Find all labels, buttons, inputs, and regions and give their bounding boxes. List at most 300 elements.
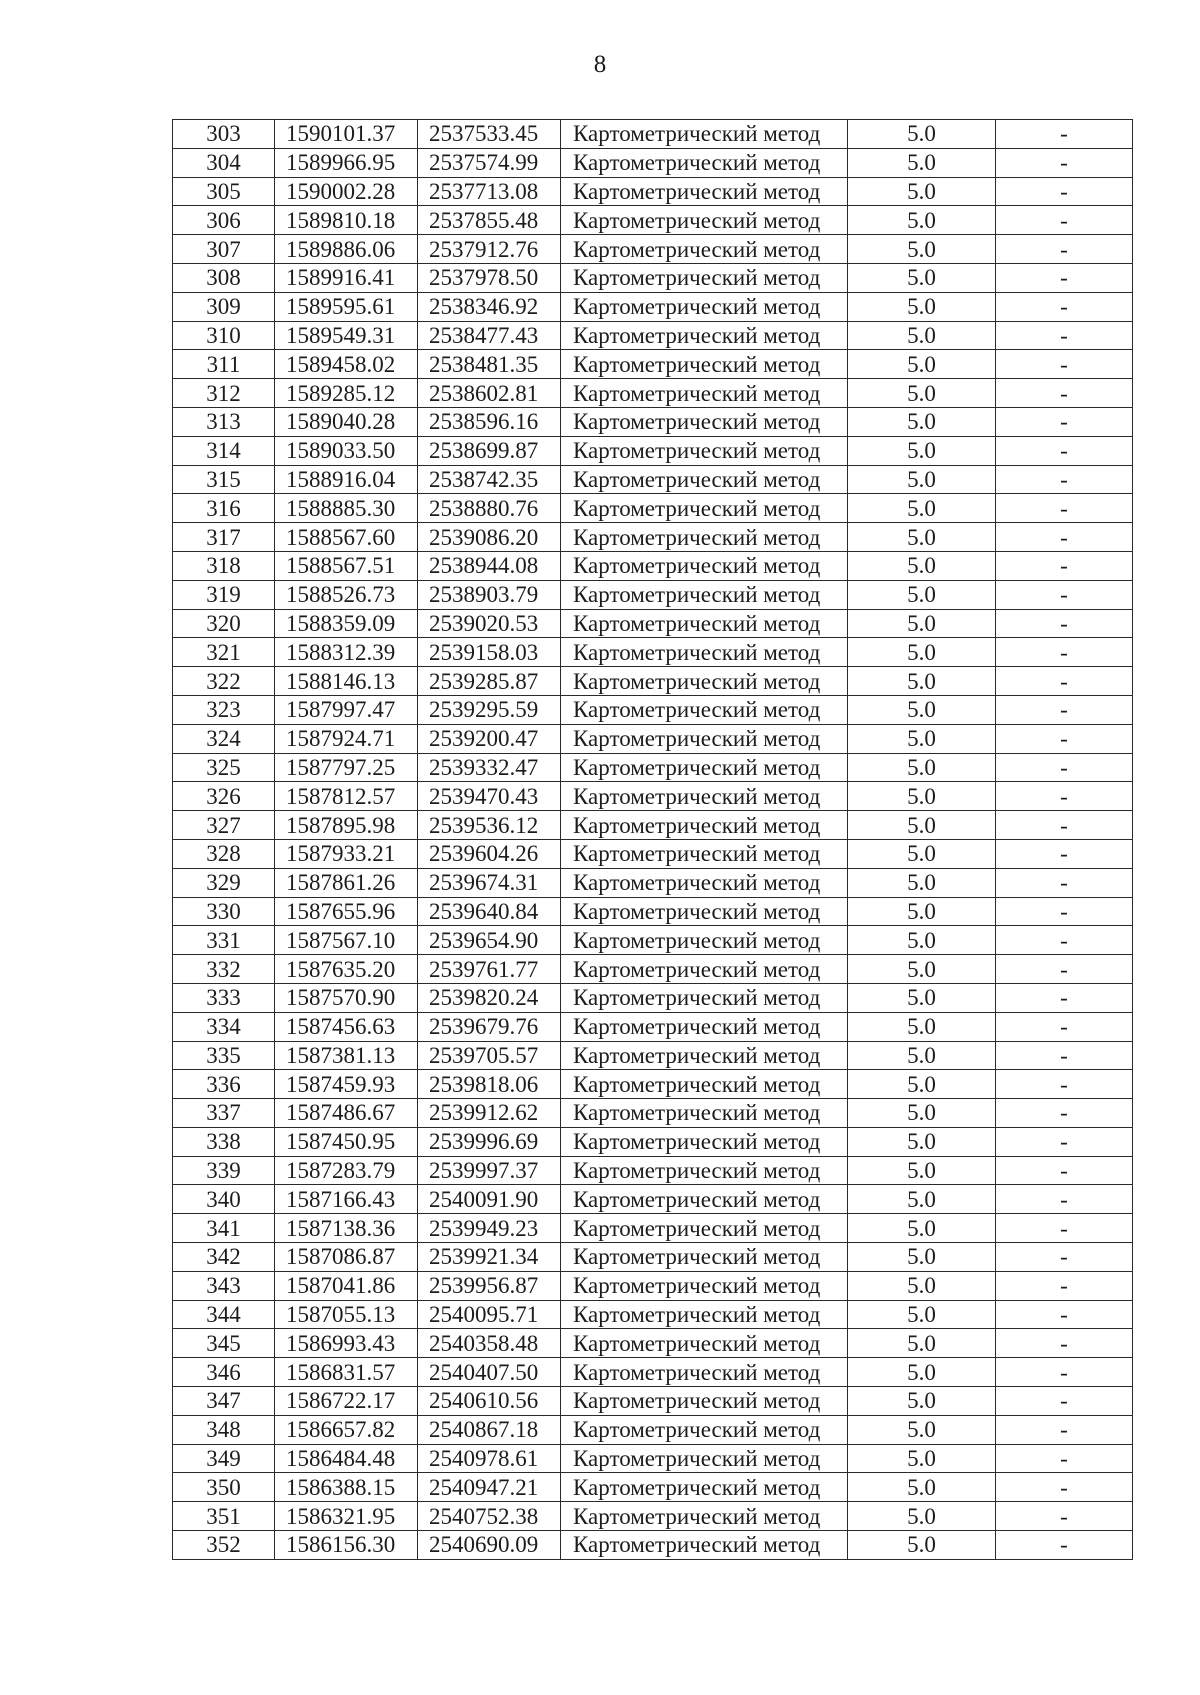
accuracy-cell: 5.0 <box>848 1214 996 1243</box>
description-cell: - <box>996 1214 1133 1243</box>
x-coordinate-cell: 1586484.48 <box>275 1444 418 1473</box>
x-coordinate-cell: 1588916.04 <box>275 465 418 494</box>
x-coordinate-cell: 1588146.13 <box>275 667 418 696</box>
point-number-cell: 311 <box>173 350 275 379</box>
accuracy-cell: 5.0 <box>848 177 996 206</box>
method-cell: Картометрический метод <box>561 292 848 321</box>
table-row <box>173 580 1133 609</box>
coordinates-table-body <box>173 120 1133 1560</box>
point-number-cell: 331 <box>173 926 275 955</box>
point-number-cell: 343 <box>173 1271 275 1300</box>
point-number-cell: 314 <box>173 436 275 465</box>
table-row <box>173 1473 1133 1502</box>
method-cell: Картометрический метод <box>561 983 848 1012</box>
description-cell: - <box>996 1185 1133 1214</box>
point-number-cell: 351 <box>173 1502 275 1531</box>
y-coordinate-cell: 2539332.47 <box>418 753 561 782</box>
x-coordinate-cell: 1587166.43 <box>275 1185 418 1214</box>
y-coordinate-cell: 2539912.62 <box>418 1099 561 1128</box>
point-number-cell: 329 <box>173 868 275 897</box>
x-coordinate-cell: 1590101.37 <box>275 120 418 149</box>
table-row <box>173 1271 1133 1300</box>
y-coordinate-cell: 2539997.37 <box>418 1156 561 1185</box>
accuracy-cell: 5.0 <box>848 1387 996 1416</box>
x-coordinate-cell: 1587812.57 <box>275 782 418 811</box>
y-coordinate-cell: 2539470.43 <box>418 782 561 811</box>
method-cell: Картометрический метод <box>561 1300 848 1329</box>
description-cell: - <box>996 263 1133 292</box>
point-number-cell: 335 <box>173 1041 275 1070</box>
description-cell: - <box>996 292 1133 321</box>
description-cell: - <box>996 1099 1133 1128</box>
table-row <box>173 1156 1133 1185</box>
x-coordinate-cell: 1589285.12 <box>275 379 418 408</box>
y-coordinate-cell: 2539761.77 <box>418 955 561 984</box>
y-coordinate-cell: 2540095.71 <box>418 1300 561 1329</box>
x-coordinate-cell: 1589886.06 <box>275 235 418 264</box>
accuracy-cell: 5.0 <box>848 1156 996 1185</box>
table-row <box>173 292 1133 321</box>
y-coordinate-cell: 2540091.90 <box>418 1185 561 1214</box>
x-coordinate-cell: 1587381.13 <box>275 1041 418 1070</box>
x-coordinate-cell: 1587055.13 <box>275 1300 418 1329</box>
point-number-cell: 306 <box>173 206 275 235</box>
table-row <box>173 667 1133 696</box>
accuracy-cell: 5.0 <box>848 1012 996 1041</box>
accuracy-cell: 5.0 <box>848 551 996 580</box>
table-row <box>173 321 1133 350</box>
method-cell: Картометрический метод <box>561 1041 848 1070</box>
x-coordinate-cell: 1589810.18 <box>275 206 418 235</box>
table-row <box>173 1329 1133 1358</box>
table-row <box>173 235 1133 264</box>
method-cell: Картометрический метод <box>561 782 848 811</box>
description-cell: - <box>996 839 1133 868</box>
table-row <box>173 1070 1133 1099</box>
description-cell: - <box>996 753 1133 782</box>
x-coordinate-cell: 1589033.50 <box>275 436 418 465</box>
x-coordinate-cell: 1587655.96 <box>275 897 418 926</box>
table-row <box>173 926 1133 955</box>
method-cell: Картометрический метод <box>561 120 848 149</box>
x-coordinate-cell: 1586388.15 <box>275 1473 418 1502</box>
method-cell: Картометрический метод <box>561 1473 848 1502</box>
accuracy-cell: 5.0 <box>848 839 996 868</box>
x-coordinate-cell: 1587567.10 <box>275 926 418 955</box>
method-cell: Картометрический метод <box>561 811 848 840</box>
x-coordinate-cell: 1589916.41 <box>275 263 418 292</box>
method-cell: Картометрический метод <box>561 1531 848 1560</box>
description-cell: - <box>996 1156 1133 1185</box>
accuracy-cell: 5.0 <box>848 1444 996 1473</box>
y-coordinate-cell: 2539956.87 <box>418 1271 561 1300</box>
point-number-cell: 316 <box>173 494 275 523</box>
x-coordinate-cell: 1589966.95 <box>275 148 418 177</box>
method-cell: Картометрический метод <box>561 465 848 494</box>
description-cell: - <box>996 177 1133 206</box>
table-row <box>173 1531 1133 1560</box>
coordinates-table <box>172 119 1133 1560</box>
point-number-cell: 318 <box>173 551 275 580</box>
method-cell: Картометрический метод <box>561 1070 848 1099</box>
accuracy-cell: 5.0 <box>848 465 996 494</box>
method-cell: Картометрический метод <box>561 523 848 552</box>
method-cell: Картометрический метод <box>561 1012 848 1041</box>
method-cell: Картометрический метод <box>561 1185 848 1214</box>
method-cell: Картометрический метод <box>561 350 848 379</box>
accuracy-cell: 5.0 <box>848 148 996 177</box>
y-coordinate-cell: 2539818.06 <box>418 1070 561 1099</box>
point-number-cell: 349 <box>173 1444 275 1473</box>
accuracy-cell: 5.0 <box>848 638 996 667</box>
x-coordinate-cell: 1587933.21 <box>275 839 418 868</box>
y-coordinate-cell: 2539536.12 <box>418 811 561 840</box>
point-number-cell: 352 <box>173 1531 275 1560</box>
table-row <box>173 868 1133 897</box>
point-number-cell: 333 <box>173 983 275 1012</box>
point-number-cell: 305 <box>173 177 275 206</box>
method-cell: Картометрический метод <box>561 551 848 580</box>
table-row <box>173 955 1133 984</box>
y-coordinate-cell: 2537912.76 <box>418 235 561 264</box>
method-cell: Картометрический метод <box>561 1415 848 1444</box>
table-row <box>173 695 1133 724</box>
accuracy-cell: 5.0 <box>848 494 996 523</box>
table-row <box>173 839 1133 868</box>
x-coordinate-cell: 1587797.25 <box>275 753 418 782</box>
point-number-cell: 324 <box>173 724 275 753</box>
point-number-cell: 337 <box>173 1099 275 1128</box>
description-cell: - <box>996 148 1133 177</box>
method-cell: Картометрический метод <box>561 407 848 436</box>
y-coordinate-cell: 2537533.45 <box>418 120 561 149</box>
table-row <box>173 1041 1133 1070</box>
description-cell: - <box>996 1358 1133 1387</box>
description-cell: - <box>996 1041 1133 1070</box>
description-cell: - <box>996 580 1133 609</box>
point-number-cell: 334 <box>173 1012 275 1041</box>
method-cell: Картометрический метод <box>561 868 848 897</box>
method-cell: Картометрический метод <box>561 321 848 350</box>
point-number-cell: 347 <box>173 1387 275 1416</box>
accuracy-cell: 5.0 <box>848 1300 996 1329</box>
accuracy-cell: 5.0 <box>848 292 996 321</box>
point-number-cell: 309 <box>173 292 275 321</box>
y-coordinate-cell: 2539285.87 <box>418 667 561 696</box>
point-number-cell: 308 <box>173 263 275 292</box>
accuracy-cell: 5.0 <box>848 782 996 811</box>
table-row <box>173 120 1133 149</box>
method-cell: Картометрический метод <box>561 1214 848 1243</box>
y-coordinate-cell: 2538602.81 <box>418 379 561 408</box>
method-cell: Картометрический метод <box>561 1329 848 1358</box>
table-row <box>173 782 1133 811</box>
accuracy-cell: 5.0 <box>848 321 996 350</box>
method-cell: Картометрический метод <box>561 177 848 206</box>
description-cell: - <box>996 811 1133 840</box>
y-coordinate-cell: 2539679.76 <box>418 1012 561 1041</box>
method-cell: Картометрический метод <box>561 235 848 264</box>
method-cell: Картометрический метод <box>561 926 848 955</box>
x-coordinate-cell: 1588359.09 <box>275 609 418 638</box>
y-coordinate-cell: 2539921.34 <box>418 1243 561 1272</box>
accuracy-cell: 5.0 <box>848 1185 996 1214</box>
y-coordinate-cell: 2540867.18 <box>418 1415 561 1444</box>
x-coordinate-cell: 1589040.28 <box>275 407 418 436</box>
point-number-cell: 304 <box>173 148 275 177</box>
description-cell: - <box>996 1531 1133 1560</box>
accuracy-cell: 5.0 <box>848 407 996 436</box>
description-cell: - <box>996 1502 1133 1531</box>
y-coordinate-cell: 2539949.23 <box>418 1214 561 1243</box>
method-cell: Картометрический метод <box>561 206 848 235</box>
accuracy-cell: 5.0 <box>848 436 996 465</box>
x-coordinate-cell: 1586831.57 <box>275 1358 418 1387</box>
y-coordinate-cell: 2538699.87 <box>418 436 561 465</box>
method-cell: Картометрический метод <box>561 1243 848 1272</box>
point-number-cell: 320 <box>173 609 275 638</box>
description-cell: - <box>996 1415 1133 1444</box>
accuracy-cell: 5.0 <box>848 955 996 984</box>
y-coordinate-cell: 2539604.26 <box>418 839 561 868</box>
y-coordinate-cell: 2539705.57 <box>418 1041 561 1070</box>
accuracy-cell: 5.0 <box>848 1271 996 1300</box>
description-cell: - <box>996 667 1133 696</box>
method-cell: Картометрический метод <box>561 667 848 696</box>
method-cell: Картометрический метод <box>561 1271 848 1300</box>
accuracy-cell: 5.0 <box>848 926 996 955</box>
x-coordinate-cell: 1588567.60 <box>275 523 418 552</box>
table-row <box>173 263 1133 292</box>
point-number-cell: 338 <box>173 1127 275 1156</box>
y-coordinate-cell: 2539674.31 <box>418 868 561 897</box>
y-coordinate-cell: 2540358.48 <box>418 1329 561 1358</box>
table-row <box>173 897 1133 926</box>
method-cell: Картометрический метод <box>561 263 848 292</box>
method-cell: Картометрический метод <box>561 724 848 753</box>
x-coordinate-cell: 1587486.67 <box>275 1099 418 1128</box>
accuracy-cell: 5.0 <box>848 753 996 782</box>
method-cell: Картометрический метод <box>561 494 848 523</box>
description-cell: - <box>996 551 1133 580</box>
method-cell: Картометрический метод <box>561 753 848 782</box>
method-cell: Картометрический метод <box>561 609 848 638</box>
point-number-cell: 327 <box>173 811 275 840</box>
description-cell: - <box>996 983 1133 1012</box>
table-row <box>173 494 1133 523</box>
point-number-cell: 325 <box>173 753 275 782</box>
point-number-cell: 323 <box>173 695 275 724</box>
x-coordinate-cell: 1587570.90 <box>275 983 418 1012</box>
description-cell: - <box>996 868 1133 897</box>
y-coordinate-cell: 2539996.69 <box>418 1127 561 1156</box>
table-row <box>173 177 1133 206</box>
method-cell: Картометрический метод <box>561 955 848 984</box>
x-coordinate-cell: 1587086.87 <box>275 1243 418 1272</box>
table-row <box>173 1214 1133 1243</box>
y-coordinate-cell: 2539654.90 <box>418 926 561 955</box>
x-coordinate-cell: 1588885.30 <box>275 494 418 523</box>
point-number-cell: 340 <box>173 1185 275 1214</box>
x-coordinate-cell: 1587041.86 <box>275 1271 418 1300</box>
point-number-cell: 330 <box>173 897 275 926</box>
page-number: 8 <box>593 51 607 78</box>
description-cell: - <box>996 695 1133 724</box>
accuracy-cell: 5.0 <box>848 897 996 926</box>
point-number-cell: 315 <box>173 465 275 494</box>
y-coordinate-cell: 2538880.76 <box>418 494 561 523</box>
x-coordinate-cell: 1587895.98 <box>275 811 418 840</box>
table-row <box>173 1099 1133 1128</box>
x-coordinate-cell: 1586993.43 <box>275 1329 418 1358</box>
table-row <box>173 551 1133 580</box>
accuracy-cell: 5.0 <box>848 523 996 552</box>
x-coordinate-cell: 1587456.63 <box>275 1012 418 1041</box>
accuracy-cell: 5.0 <box>848 350 996 379</box>
y-coordinate-cell: 2538903.79 <box>418 580 561 609</box>
point-number-cell: 342 <box>173 1243 275 1272</box>
x-coordinate-cell: 1587997.47 <box>275 695 418 724</box>
accuracy-cell: 5.0 <box>848 1415 996 1444</box>
table-row <box>173 206 1133 235</box>
table-row <box>173 1358 1133 1387</box>
description-cell: - <box>996 926 1133 955</box>
y-coordinate-cell: 2538742.35 <box>418 465 561 494</box>
table-row <box>173 379 1133 408</box>
accuracy-cell: 5.0 <box>848 1127 996 1156</box>
description-cell: - <box>996 1387 1133 1416</box>
description-cell: - <box>996 494 1133 523</box>
accuracy-cell: 5.0 <box>848 1358 996 1387</box>
x-coordinate-cell: 1587861.26 <box>275 868 418 897</box>
description-cell: - <box>996 1329 1133 1358</box>
description-cell: - <box>996 1271 1133 1300</box>
method-cell: Картометрический метод <box>561 148 848 177</box>
description-cell: - <box>996 523 1133 552</box>
y-coordinate-cell: 2537855.48 <box>418 206 561 235</box>
description-cell: - <box>996 235 1133 264</box>
x-coordinate-cell: 1589458.02 <box>275 350 418 379</box>
description-cell: - <box>996 350 1133 379</box>
method-cell: Картометрический метод <box>561 580 848 609</box>
point-number-cell: 339 <box>173 1156 275 1185</box>
point-number-cell: 332 <box>173 955 275 984</box>
accuracy-cell: 5.0 <box>848 580 996 609</box>
point-number-cell: 348 <box>173 1415 275 1444</box>
table-row <box>173 724 1133 753</box>
point-number-cell: 350 <box>173 1473 275 1502</box>
point-number-cell: 310 <box>173 321 275 350</box>
description-cell: - <box>996 407 1133 436</box>
method-cell: Картометрический метод <box>561 1444 848 1473</box>
description-cell: - <box>996 609 1133 638</box>
method-cell: Картометрический метод <box>561 839 848 868</box>
description-cell: - <box>996 638 1133 667</box>
accuracy-cell: 5.0 <box>848 1099 996 1128</box>
y-coordinate-cell: 2539200.47 <box>418 724 561 753</box>
accuracy-cell: 5.0 <box>848 263 996 292</box>
x-coordinate-cell: 1589549.31 <box>275 321 418 350</box>
accuracy-cell: 5.0 <box>848 667 996 696</box>
method-cell: Картометрический метод <box>561 695 848 724</box>
accuracy-cell: 5.0 <box>848 1070 996 1099</box>
method-cell: Картометрический метод <box>561 1127 848 1156</box>
point-number-cell: 303 <box>173 120 275 149</box>
description-cell: - <box>996 206 1133 235</box>
y-coordinate-cell: 2539020.53 <box>418 609 561 638</box>
accuracy-cell: 5.0 <box>848 1502 996 1531</box>
description-cell: - <box>996 465 1133 494</box>
description-cell: - <box>996 321 1133 350</box>
x-coordinate-cell: 1589595.61 <box>275 292 418 321</box>
x-coordinate-cell: 1586321.95 <box>275 1502 418 1531</box>
point-number-cell: 346 <box>173 1358 275 1387</box>
point-number-cell: 307 <box>173 235 275 264</box>
x-coordinate-cell: 1588567.51 <box>275 551 418 580</box>
y-coordinate-cell: 2540610.56 <box>418 1387 561 1416</box>
table-row <box>173 1185 1133 1214</box>
x-coordinate-cell: 1586156.30 <box>275 1531 418 1560</box>
method-cell: Картометрический метод <box>561 897 848 926</box>
y-coordinate-cell: 2538346.92 <box>418 292 561 321</box>
method-cell: Картометрический метод <box>561 1502 848 1531</box>
table-row <box>173 983 1133 1012</box>
y-coordinate-cell: 2539820.24 <box>418 983 561 1012</box>
table-row <box>173 350 1133 379</box>
y-coordinate-cell: 2539640.84 <box>418 897 561 926</box>
table-row <box>173 753 1133 782</box>
point-number-cell: 328 <box>173 839 275 868</box>
table-row <box>173 1387 1133 1416</box>
x-coordinate-cell: 1586722.17 <box>275 1387 418 1416</box>
method-cell: Картометрический метод <box>561 638 848 667</box>
point-number-cell: 322 <box>173 667 275 696</box>
table-row <box>173 436 1133 465</box>
y-coordinate-cell: 2539295.59 <box>418 695 561 724</box>
x-coordinate-cell: 1586657.82 <box>275 1415 418 1444</box>
description-cell: - <box>996 782 1133 811</box>
x-coordinate-cell: 1587450.95 <box>275 1127 418 1156</box>
method-cell: Картометрический метод <box>561 1156 848 1185</box>
method-cell: Картометрический метод <box>561 436 848 465</box>
description-cell: - <box>996 1127 1133 1156</box>
table-row <box>173 609 1133 638</box>
table-row <box>173 638 1133 667</box>
method-cell: Картометрический метод <box>561 379 848 408</box>
accuracy-cell: 5.0 <box>848 1473 996 1502</box>
description-cell: - <box>996 1444 1133 1473</box>
y-coordinate-cell: 2538477.43 <box>418 321 561 350</box>
table-row <box>173 523 1133 552</box>
method-cell: Картометрический метод <box>561 1387 848 1416</box>
description-cell: - <box>996 1243 1133 1272</box>
y-coordinate-cell: 2538481.35 <box>418 350 561 379</box>
y-coordinate-cell: 2540978.61 <box>418 1444 561 1473</box>
point-number-cell: 344 <box>173 1300 275 1329</box>
table-row <box>173 1444 1133 1473</box>
table-row <box>173 1012 1133 1041</box>
table-row <box>173 811 1133 840</box>
table-row <box>173 1243 1133 1272</box>
y-coordinate-cell: 2537978.50 <box>418 263 561 292</box>
accuracy-cell: 5.0 <box>848 609 996 638</box>
y-coordinate-cell: 2540690.09 <box>418 1531 561 1560</box>
point-number-cell: 312 <box>173 379 275 408</box>
y-coordinate-cell: 2540752.38 <box>418 1502 561 1531</box>
x-coordinate-cell: 1588526.73 <box>275 580 418 609</box>
accuracy-cell: 5.0 <box>848 206 996 235</box>
accuracy-cell: 5.0 <box>848 868 996 897</box>
